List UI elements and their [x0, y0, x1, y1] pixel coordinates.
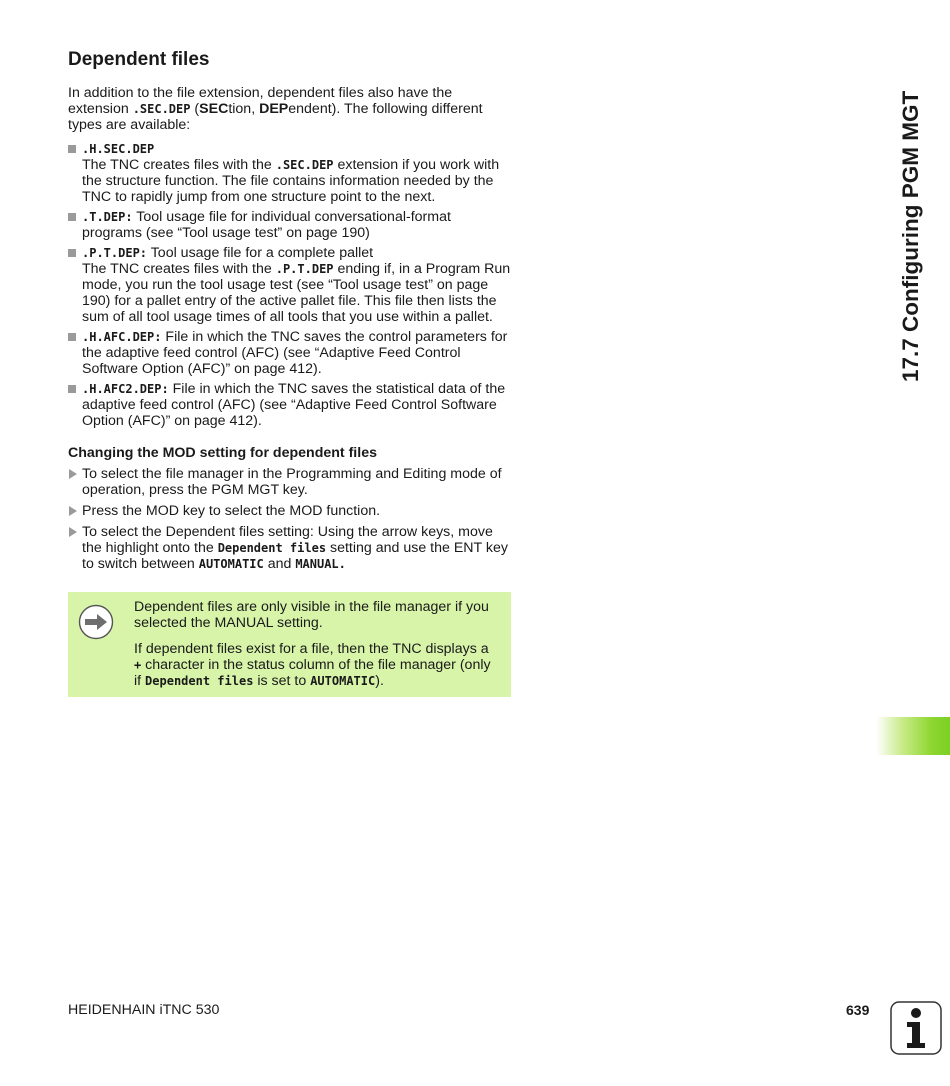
intro-text: In addition to the file extension, dependent files also have the extension [68, 85, 453, 117]
step-item [68, 524, 511, 572]
file-extension-code: .H.SEC.DEP [82, 142, 155, 156]
item-text: File in which the TNC saves the control parameters for the adaptive feed control (AFC) (see “Adaptive Feed Control Software Option (AFC)” on page 412). [82, 329, 508, 377]
bullet-square-icon [68, 213, 76, 221]
file-type-list [68, 141, 511, 429]
footer-product-name: HEIDENHAIN iTNC 530 [68, 1002, 220, 1018]
step-list [68, 466, 511, 572]
inline-code: AUTOMATIC [310, 674, 376, 688]
note-text: If dependent files exist for a file, then the TNC displays a [134, 641, 489, 657]
note-text: character in the status column of the file manager (only if [134, 657, 491, 689]
step-text: To select the file manager in the Programming and Editing mode of operation, press the PGM MGT key. [82, 466, 502, 498]
item-text: The TNC creates files with the [82, 261, 276, 277]
list-item [68, 245, 511, 325]
note-box [68, 592, 511, 697]
step-arrow-icon [69, 469, 77, 479]
note-paragraph [134, 641, 499, 689]
file-extension-code: .T.DEP: [82, 210, 133, 224]
info-icon [890, 1001, 942, 1055]
step-item [68, 503, 511, 519]
subheading: Changing the MOD setting for dependent files [68, 445, 377, 461]
chapter-color-tab [876, 717, 950, 755]
list-item [68, 381, 511, 429]
item-text: File in which the TNC saves the statistical data of the adaptive feed control (AFC) (see “Adaptive Feed Control Software Option (AFC)” on page 412). [82, 381, 506, 429]
list-item [68, 329, 511, 377]
list-item [68, 209, 511, 241]
intro-bold: SEC [199, 101, 229, 117]
note-paragraph: Dependent files are only visible in the file manager if you selected the MANUAL setting. [134, 599, 489, 631]
step-text: setting and use the ENT key to switch between [82, 540, 508, 572]
note-text: is set to [253, 673, 311, 689]
inline-code: MANUAL. [295, 557, 346, 571]
intro-text: endent). The following different types are available: [68, 101, 483, 133]
list-item [68, 141, 511, 205]
step-arrow-icon [69, 527, 77, 537]
file-extension-code: .P.T.DEP: [82, 246, 148, 260]
intro-bold: DEP [259, 101, 289, 117]
step-text: Press the MOD key to select the MOD function. [82, 503, 381, 519]
inline-code: .P.T.DEP [275, 262, 334, 276]
item-text: Tool usage file for a complete pallet [147, 245, 374, 261]
step-item [68, 466, 511, 498]
inline-code: .SEC.DEP [275, 158, 334, 172]
bullet-square-icon [68, 385, 76, 393]
inline-code: + [134, 658, 142, 672]
note-text: ). [375, 673, 384, 689]
intro-text: tion, [228, 101, 260, 117]
chapter-section-title: 17.7 Configuring PGM MGT [898, 90, 923, 382]
step-text: To select the Dependent files setting: Using the arrow keys, move the highlight onto the [82, 524, 493, 556]
bullet-square-icon [68, 145, 76, 153]
bullet-square-icon [68, 249, 76, 257]
item-text: ending if, in a Program Run mode, you run the tool usage test (see “Tool usage test” on page 190) for a pallet entry of the active pallet file. This file then lists the sum of all tool usage times of all tools that you use within a pallet. [82, 261, 511, 325]
bullet-square-icon [68, 333, 76, 341]
inline-code: Dependent files [217, 541, 327, 555]
page-number: 639 [846, 1002, 870, 1018]
arrow-right-icon [78, 604, 114, 640]
inline-code: AUTOMATIC [198, 557, 264, 571]
step-text: and [263, 556, 296, 572]
intro-code: .SEC.DEP [132, 102, 191, 116]
inline-code: Dependent files [145, 674, 254, 688]
item-text: extension if you work with the structure function. The file contains information needed by the TNC to rapidly jump from one structure point to the next. [82, 157, 500, 205]
file-extension-code: .H.AFC.DEP: [82, 330, 162, 344]
intro-paragraph [68, 85, 511, 133]
item-text: The TNC creates files with the [82, 157, 276, 173]
page-content [68, 48, 511, 697]
file-extension-code: .H.AFC2.DEP: [82, 382, 169, 396]
step-arrow-icon [69, 506, 77, 516]
section-title: Dependent files [68, 49, 210, 70]
chapter-side-tab [896, 52, 926, 382]
intro-text: ( [190, 101, 200, 117]
item-text: Tool usage file for individual conversational-format programs (see “Tool usage test” on page 190) [82, 209, 451, 241]
